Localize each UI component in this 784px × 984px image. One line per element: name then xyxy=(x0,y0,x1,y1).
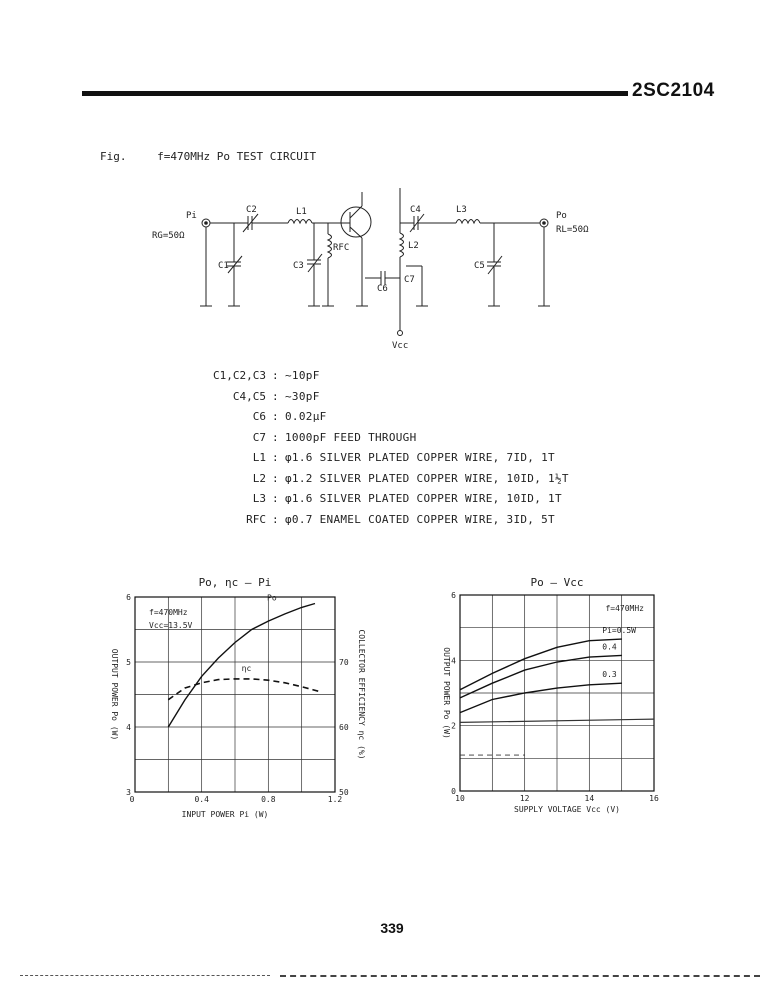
component-value: 0.02μF xyxy=(285,410,327,423)
chart1-series-label: ηc xyxy=(241,663,252,673)
chart2-x-tick-label: 12 xyxy=(519,794,530,803)
label-rl: RL=50Ω xyxy=(556,225,589,235)
component-row xyxy=(110,489,630,510)
component-value: ~30pF xyxy=(285,389,320,403)
component-colon: : xyxy=(272,492,279,505)
chart2-title: Po ‒ Vcc xyxy=(530,576,584,589)
figure-label: Fig. xyxy=(100,150,127,163)
component-ref: L3 xyxy=(252,492,266,505)
chart1-series-label: Po xyxy=(267,593,277,603)
label-po: Po xyxy=(556,211,567,221)
label-l2: L2 xyxy=(408,241,419,251)
chart1-condition: f=470MHz xyxy=(149,608,188,617)
chart1-condition: Vcc=13.5V xyxy=(149,621,193,630)
chart1-x-tick-label-zero: 0 xyxy=(129,795,135,804)
chart1-x-tick-label: 0.8 xyxy=(261,795,276,804)
component-ref: C7 xyxy=(252,430,266,444)
label-c6: C6 xyxy=(377,284,388,294)
label-c7: C7 xyxy=(404,275,415,285)
chart2-y-label: OUTPUT POWER Po (W) xyxy=(442,647,451,739)
chart2-series-line xyxy=(460,639,622,690)
label-c5: C5 xyxy=(474,261,485,271)
chart1-y-right-tick-label: 60 xyxy=(339,723,349,732)
label-c4: C4 xyxy=(410,205,421,215)
chart2-series-label: 0.4 xyxy=(602,642,617,652)
chart2-x-tick-label: 14 xyxy=(584,794,595,803)
chart1-x-tick-label: 1.2 xyxy=(327,795,343,804)
chart1-y-left-tick-label: 4 xyxy=(126,723,131,732)
chart2-y-tick-label-zero: 0 xyxy=(451,787,456,796)
chart1-y-left-label: OUTPUT POWER Po (W) xyxy=(110,648,119,741)
component-row xyxy=(110,407,630,428)
component-colon: : xyxy=(272,389,279,403)
chart2-y-tick-label: 6 xyxy=(451,591,456,600)
chart2-series-line xyxy=(460,655,622,698)
component-row xyxy=(110,469,630,490)
chart2-y-tick-label: 2 xyxy=(451,721,456,731)
header-rule xyxy=(82,91,628,96)
component-ref: L1 xyxy=(252,451,266,464)
chart-po-eta-vs-pi xyxy=(100,570,400,820)
chart1-y-right-tick-label: 70 xyxy=(339,658,349,667)
part-number: 2SC2104 xyxy=(632,80,715,101)
chart2-x-tick-label: 16 xyxy=(649,794,659,803)
component-row xyxy=(110,448,630,469)
footer-rule-right xyxy=(280,975,760,977)
chart-po-vs-vcc xyxy=(432,570,672,820)
chart1-y-right-tick-label: 50 xyxy=(339,788,349,797)
page-number: 339 xyxy=(380,920,404,936)
chart2-x-label: SUPPLY VOLTAGE Vcc (V) xyxy=(514,805,620,814)
chart1-y-right-label: COLLECTOR EFFICIENCY ηc (%) xyxy=(357,629,366,760)
figure-caption xyxy=(100,150,340,163)
label-c3: C3 xyxy=(293,261,304,271)
component-value: 1000pF FEED THROUGH xyxy=(285,430,417,444)
component-list xyxy=(110,366,630,530)
chart1-series-line xyxy=(168,679,318,700)
label-c1: C1 xyxy=(218,261,229,271)
component-value: φ0.7 ENAMEL COATED COPPER WIRE, 3ID, 5T xyxy=(285,512,555,526)
label-vcc: Vcc xyxy=(392,341,409,351)
component-colon: : xyxy=(272,451,279,464)
label-l1: L1 xyxy=(296,207,307,217)
figure-title: f=470MHz Po TEST CIRCUIT xyxy=(157,150,317,163)
component-row xyxy=(110,510,630,531)
component-row xyxy=(110,428,630,449)
component-ref: C1,C2,C3 xyxy=(213,369,266,382)
chart1-y-left-tick-label: 3 xyxy=(126,788,131,797)
component-ref: L2 xyxy=(252,471,266,485)
label-c2: C2 xyxy=(246,205,257,215)
chart2-x-tick-label: 10 xyxy=(455,794,465,803)
label-rfc: RFC xyxy=(333,243,350,253)
component-colon: : xyxy=(272,430,279,444)
chart2-series-label: 0.3 xyxy=(602,670,617,680)
component-colon: : xyxy=(272,471,279,485)
label-l3: L3 xyxy=(456,205,467,215)
component-value: ~10pF xyxy=(285,369,320,382)
chart2-series-label: Pi=0.5W xyxy=(602,626,636,636)
component-colon: : xyxy=(272,410,279,423)
component-value: φ1.6 SILVER PLATED COPPER WIRE, 7ID, 1T xyxy=(285,451,555,464)
chart1-x-label: INPUT POWER Pi (W) xyxy=(181,810,269,819)
chart1-title: Po, ηc ‒ Pi xyxy=(198,576,272,589)
test-circuit-schematic xyxy=(130,178,630,358)
component-value: φ1.6 SILVER PLATED COPPER WIRE, 10ID, 1T xyxy=(285,492,562,505)
component-colon: : xyxy=(272,512,279,526)
component-ref: C6 xyxy=(252,410,266,423)
label-rg: RG=50Ω xyxy=(152,231,185,241)
component-ref: C4,C5 xyxy=(232,389,266,403)
chart1-y-left-tick-label: 5 xyxy=(126,658,131,667)
component-colon: : xyxy=(272,369,279,382)
chart2-condition: f=470MHz xyxy=(605,604,644,613)
component-row xyxy=(110,387,630,408)
chart1-y-left-tick-label: 6 xyxy=(126,593,131,602)
chart2-y-tick-label: 4 xyxy=(451,656,456,666)
component-ref: RFC xyxy=(246,512,266,526)
footer-rule-left xyxy=(20,975,270,976)
component-value: φ1.2 SILVER PLATED COPPER WIRE, 10ID, 1½T xyxy=(285,471,569,485)
chart1-x-tick-label: 0.4 xyxy=(194,795,209,804)
label-pi: Pi xyxy=(186,211,197,221)
component-row xyxy=(110,366,630,387)
